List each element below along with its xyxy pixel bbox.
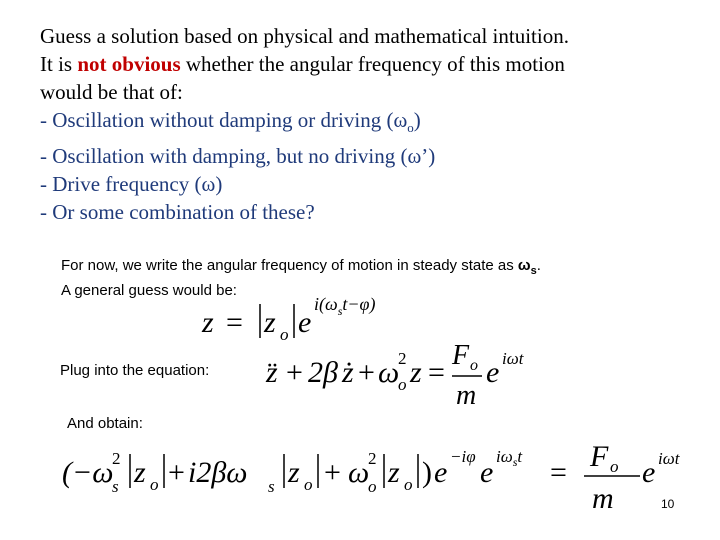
intro-line-2-end: whether the angular frequency of this motion: [180, 52, 565, 76]
eq-exponent: [314, 294, 376, 318]
force-F: F: [590, 440, 609, 473]
z2: z: [288, 456, 300, 489]
omega-o: ω: [378, 356, 400, 389]
plus-2: +: [324, 456, 341, 489]
e-steady-exp-sub: s: [512, 455, 518, 469]
omega-s-subscript: s: [530, 265, 537, 277]
term-2: i2βω: [188, 456, 248, 489]
e-phase: e: [434, 456, 448, 489]
two-beta: 2β: [308, 356, 338, 389]
eq-z: z: [202, 306, 214, 339]
intro-line-3: would be that of:: [40, 80, 183, 104]
term-3-sub: o: [368, 477, 377, 496]
plus-2: +: [358, 356, 375, 389]
omega-o-sup: 2: [398, 349, 407, 368]
z3-sub: o: [404, 475, 413, 494]
plus-1: +: [286, 356, 303, 389]
z-double-dot: z̈: [266, 356, 278, 389]
plug-label: Plug into the equation:: [60, 362, 210, 379]
term-1-sup: 2: [112, 449, 121, 468]
term-2-sub: s: [268, 477, 275, 496]
option-combination: - Or some combination of these?: [40, 200, 315, 225]
option-undamped-close: ): [413, 108, 421, 132]
z-term: z: [410, 356, 422, 389]
z1: z: [134, 456, 146, 489]
force-sub: o: [470, 357, 478, 374]
equals: =: [428, 356, 445, 389]
force-sub: o: [610, 457, 619, 476]
eq-zo: z: [264, 306, 276, 339]
omega-o-sub: o: [398, 375, 407, 394]
z2-sub: o: [304, 475, 313, 494]
z-dot: ż: [342, 356, 354, 389]
e-steady: e: [480, 456, 494, 489]
e-steady-exp-start: iω: [496, 447, 513, 466]
mass-m: m: [592, 482, 614, 515]
result-equation: [58, 430, 698, 514]
option-undamped: [40, 106, 700, 142]
e-phase-exp: −iφ: [450, 447, 476, 466]
omega-symbol: ω: [393, 108, 408, 132]
exp-start: i(ω: [314, 294, 338, 314]
force-F: F: [452, 340, 470, 371]
intro-line-2: [40, 50, 700, 78]
obtain-label: And obtain:: [67, 415, 143, 432]
e-steady-exp-end: t: [517, 447, 523, 466]
eq-e: e: [298, 306, 312, 339]
option-damped: - Oscillation with damping, but no driving (ω’): [40, 144, 436, 169]
intro-line-1: Guess a solution based on physical and mathematical intuition.: [40, 24, 569, 48]
mass-m: m: [456, 380, 477, 411]
note-line-2: A general guess would be:: [61, 282, 237, 299]
e-drive: e: [642, 456, 656, 489]
z3: z: [388, 456, 400, 489]
term-1-sub: s: [112, 477, 119, 496]
eq-zo-sub: o: [280, 325, 289, 344]
slide-number: 10: [661, 497, 675, 511]
option-drive: - Drive frequency (ω): [40, 172, 223, 197]
equation-of-motion: [262, 336, 542, 410]
note-line-1-end: .: [536, 257, 541, 274]
e-steady-exp: [496, 447, 523, 469]
exp-end: t−φ): [342, 294, 376, 314]
eq-equals: =: [226, 306, 243, 339]
close-paren: ): [422, 456, 432, 489]
e-drive-exp: iωt: [658, 449, 680, 468]
intro-text: [40, 22, 700, 226]
omega-s-symbol: ω: [517, 257, 531, 274]
equals: =: [550, 456, 567, 489]
note-line-1-text: For now, we write the angular frequency of motion in steady state as: [61, 257, 518, 274]
term-3: ω: [348, 456, 370, 489]
note-line-1: [61, 256, 541, 281]
exp-e: e: [486, 356, 500, 389]
term-3-sup: 2: [368, 449, 377, 468]
term-1: (−ω: [62, 456, 114, 489]
plus-1: +: [168, 456, 185, 489]
exp-iwt: iωt: [502, 349, 524, 368]
option-undamped-text: - Oscillation without damping or driving (: [40, 108, 394, 132]
z1-sub: o: [150, 475, 159, 494]
omega-subscript: o: [407, 120, 414, 136]
emphasis-not-obvious: not obvious: [77, 52, 181, 76]
exp-sub: s: [337, 304, 343, 318]
intro-line-2-start: It is: [40, 52, 78, 76]
